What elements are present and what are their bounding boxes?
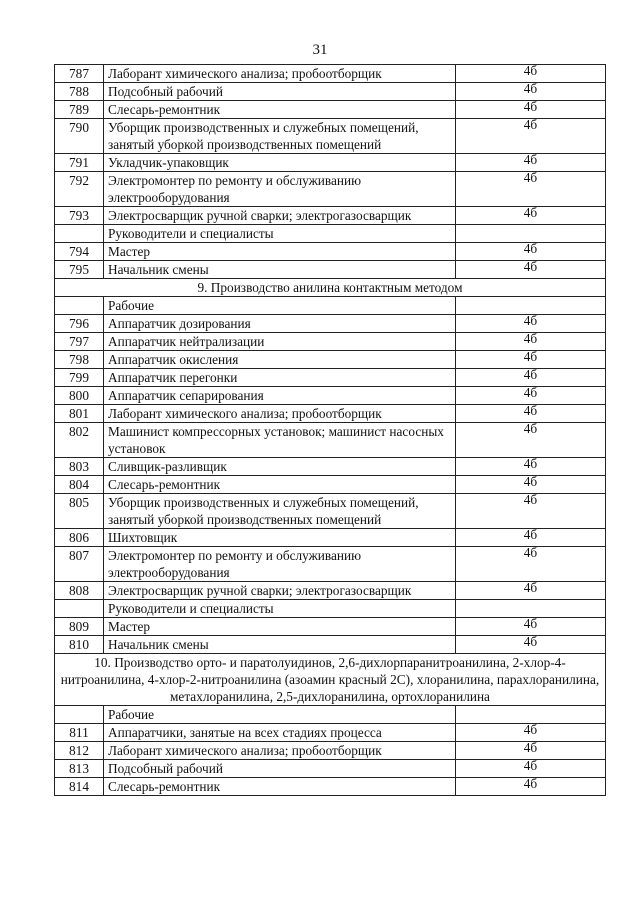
row-number: 813	[55, 760, 104, 778]
table-row	[55, 547, 606, 582]
occupation-table	[54, 64, 606, 796]
row-number: 804	[55, 476, 104, 494]
row-occupation: Электросварщик ручной сварки; электрогазосварщик	[104, 207, 456, 225]
table-row	[55, 405, 606, 423]
row-occupation: Аппаратчик окисления	[104, 351, 456, 369]
row-number	[55, 225, 104, 243]
row-number: 806	[55, 529, 104, 547]
row-list-code: 4б	[456, 119, 606, 154]
row-list-code: 4б	[456, 582, 606, 600]
table-row	[55, 529, 606, 547]
row-occupation: Аппаратчик сепарирования	[104, 387, 456, 405]
table-row	[55, 243, 606, 261]
row-list-code: 4б	[456, 760, 606, 778]
table-row	[55, 742, 606, 760]
row-number	[55, 600, 104, 618]
row-number: 800	[55, 387, 104, 405]
row-list-code: 4б	[456, 172, 606, 207]
row-list-code: 4б	[456, 494, 606, 529]
table-row	[55, 387, 606, 405]
table-row	[55, 83, 606, 101]
row-occupation: Мастер	[104, 243, 456, 261]
section-heading-row	[55, 654, 606, 706]
row-occupation: Укладчик-упаковщик	[104, 154, 456, 172]
row-number: 807	[55, 547, 104, 582]
row-list-code: 4б	[456, 618, 606, 636]
row-list-code: 4б	[456, 547, 606, 582]
table-row	[55, 315, 606, 333]
row-list-code: 4б	[456, 351, 606, 369]
row-occupation: Аппаратчик перегонки	[104, 369, 456, 387]
row-occupation: Аппаратчики, занятые на всех стадиях процесса	[104, 724, 456, 742]
row-list-code: 4б	[456, 315, 606, 333]
row-number: 798	[55, 351, 104, 369]
table-row	[55, 476, 606, 494]
table-row	[55, 778, 606, 796]
row-occupation: Лаборант химического анализа; пробоотборщик	[104, 405, 456, 423]
row-number: 805	[55, 494, 104, 529]
table-row	[55, 618, 606, 636]
row-number: 809	[55, 618, 104, 636]
row-occupation: Машинист компрессорных установок; машинист насосных установок	[104, 423, 456, 458]
row-occupation: Подсобный рабочий	[104, 83, 456, 101]
row-list-code: 4б	[456, 405, 606, 423]
row-list-code: 4б	[456, 101, 606, 119]
row-number: 814	[55, 778, 104, 796]
row-list-code: 4б	[456, 778, 606, 796]
row-number: 797	[55, 333, 104, 351]
row-occupation: Мастер	[104, 618, 456, 636]
row-occupation: Аппаратчик дозирования	[104, 315, 456, 333]
row-occupation: Уборщик производственных и служебных помещений, занятый уборкой производственных помещений	[104, 494, 456, 529]
row-number	[55, 706, 104, 724]
row-number: 808	[55, 582, 104, 600]
table-row	[55, 760, 606, 778]
row-occupation: Уборщик производственных и служебных помещений, занятый уборкой производственных помещений	[104, 119, 456, 154]
row-list-code: 4б	[456, 369, 606, 387]
row-number: 790	[55, 119, 104, 154]
row-number: 794	[55, 243, 104, 261]
row-list-code: 4б	[456, 207, 606, 225]
row-number: 810	[55, 636, 104, 654]
table-row	[55, 101, 606, 119]
row-list-code: 4б	[456, 65, 606, 83]
row-occupation: Руководители и специалисты	[104, 600, 456, 618]
row-number: 799	[55, 369, 104, 387]
row-list-code: 4б	[456, 387, 606, 405]
row-list-code: 4б	[456, 83, 606, 101]
row-list-code: 4б	[456, 476, 606, 494]
section-heading: 9. Производство анилина контактным методом	[55, 279, 606, 297]
row-list-code: 4б	[456, 423, 606, 458]
group-heading-row	[55, 706, 606, 724]
row-occupation: Начальник смены	[104, 261, 456, 279]
table-row	[55, 494, 606, 529]
row-number: 812	[55, 742, 104, 760]
table-row	[55, 65, 606, 83]
row-list-code: 4б	[456, 636, 606, 654]
table-row	[55, 636, 606, 654]
table-row	[55, 351, 606, 369]
table-body	[55, 65, 606, 796]
row-occupation: Руководители и специалисты	[104, 225, 456, 243]
row-occupation: Электросварщик ручной сварки; электрогазосварщик	[104, 582, 456, 600]
table-row	[55, 369, 606, 387]
table-row	[55, 172, 606, 207]
row-number: 793	[55, 207, 104, 225]
row-number: 795	[55, 261, 104, 279]
row-list-code	[456, 297, 606, 315]
table-row	[55, 724, 606, 742]
row-number: 789	[55, 101, 104, 119]
row-list-code: 4б	[456, 333, 606, 351]
row-list-code	[456, 706, 606, 724]
row-number: 788	[55, 83, 104, 101]
group-heading-row	[55, 297, 606, 315]
row-occupation: Электромонтер по ремонту и обслуживанию электрооборудования	[104, 172, 456, 207]
row-occupation: Лаборант химического анализа; пробоотборщик	[104, 65, 456, 83]
row-number: 796	[55, 315, 104, 333]
row-occupation: Лаборант химического анализа; пробоотборщик	[104, 742, 456, 760]
table-row	[55, 423, 606, 458]
table-row	[55, 582, 606, 600]
row-number: 792	[55, 172, 104, 207]
row-number	[55, 297, 104, 315]
row-number: 802	[55, 423, 104, 458]
row-list-code: 4б	[456, 724, 606, 742]
row-occupation: Электромонтер по ремонту и обслуживанию электрооборудования	[104, 547, 456, 582]
section-heading-row	[55, 279, 606, 297]
row-occupation: Шихтовщик	[104, 529, 456, 547]
table-row	[55, 119, 606, 154]
row-occupation: Сливщик-разливщик	[104, 458, 456, 476]
group-heading-row	[55, 225, 606, 243]
row-occupation: Слесарь-ремонтник	[104, 101, 456, 119]
page-number: 31	[312, 42, 328, 58]
row-list-code: 4б	[456, 243, 606, 261]
row-number: 811	[55, 724, 104, 742]
row-list-code: 4б	[456, 261, 606, 279]
table-row	[55, 261, 606, 279]
row-occupation: Слесарь-ремонтник	[104, 778, 456, 796]
row-number: 801	[55, 405, 104, 423]
row-number: 787	[55, 65, 104, 83]
table-row	[55, 207, 606, 225]
row-occupation: Слесарь-ремонтник	[104, 476, 456, 494]
table-row	[55, 458, 606, 476]
table-row	[55, 333, 606, 351]
section-heading: 10. Производство орто- и паратолуидинов, 2,6-дихлорпаранитроанилина, 2-хлор-4-нитроанилина, 4-хлор-2-нитроанилина (азоамин красный 2С), хлоранилина, парахлоранилина, метахлоранилина, 2,5-дихлоранилина, ортохлоранилина	[55, 654, 606, 706]
row-number: 803	[55, 458, 104, 476]
table-row	[55, 154, 606, 172]
row-number: 791	[55, 154, 104, 172]
row-list-code	[456, 225, 606, 243]
row-occupation: Рабочие	[104, 297, 456, 315]
row-list-code	[456, 600, 606, 618]
row-occupation: Подсобный рабочий	[104, 760, 456, 778]
row-list-code: 4б	[456, 529, 606, 547]
row-list-code: 4б	[456, 154, 606, 172]
group-heading-row	[55, 600, 606, 618]
row-list-code: 4б	[456, 458, 606, 476]
row-occupation: Рабочие	[104, 706, 456, 724]
row-occupation: Начальник смены	[104, 636, 456, 654]
row-list-code: 4б	[456, 742, 606, 760]
row-occupation: Аппаратчик нейтрализации	[104, 333, 456, 351]
